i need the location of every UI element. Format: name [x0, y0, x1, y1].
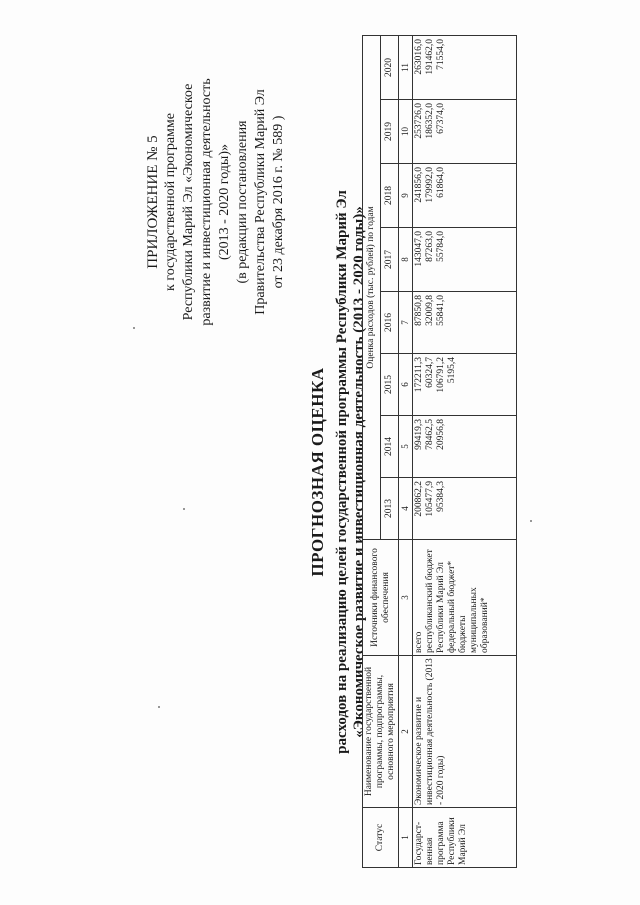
- year-values: [413, 416, 517, 478]
- header-year: 2020: [381, 35, 399, 99]
- year-values: [413, 164, 517, 228]
- column-number: 9: [399, 164, 413, 228]
- source-label: всего: [414, 631, 424, 653]
- estimate-table: [362, 35, 517, 868]
- header-year: 2013: [381, 478, 399, 540]
- scan-speck: [183, 508, 185, 510]
- value-total: 99419,3: [414, 419, 424, 450]
- appendix-line: Правительства Республики Марий Эл: [253, 89, 268, 315]
- appendix-line: от 23 декабря 2016 г. № 589 ): [271, 115, 286, 289]
- column-number: 3: [399, 540, 413, 656]
- source-label: республиканский бюджет Республики Марий Эл: [425, 549, 446, 653]
- year-values: [413, 478, 517, 540]
- value-municipal: 5195,4: [447, 357, 457, 384]
- appendix-line: к государственной программе: [163, 113, 178, 291]
- appendix-line: (2013 - 2020 годы)»: [217, 144, 232, 261]
- header-year: 2014: [381, 416, 399, 478]
- value-federal: 20956,8: [436, 419, 446, 450]
- header-status: Статус: [363, 808, 399, 868]
- value-republic: 32009,8: [425, 295, 435, 326]
- value-republic: 179992,0: [425, 167, 435, 203]
- value-total: 253726,0: [414, 103, 424, 139]
- document-heading: [308, 132, 368, 812]
- value-federal: 67374,0: [436, 103, 446, 134]
- value-total: 263016,0: [414, 38, 424, 75]
- year-values: [413, 228, 517, 292]
- year-values: [413, 292, 517, 354]
- document-subtitle: расходов на реализацию целей государственной программы Республики Марий Эл: [334, 190, 350, 754]
- value-republic: 87263,0: [425, 231, 435, 262]
- header-year: 2018: [381, 164, 399, 228]
- value-republic: 60324,7: [425, 357, 435, 388]
- appendix-line: развитие и инвестиционная деятельность: [199, 78, 214, 326]
- document-title: ПРОГНОЗНАЯ ОЦЕНКА: [308, 367, 327, 577]
- header-year: 2017: [381, 228, 399, 292]
- program-name: «Экономическое развитие и инвестиционная деятельность (2013 - 2020 годы)»: [351, 206, 367, 738]
- value-total: 172211,3: [414, 357, 424, 393]
- value-total: 241856,0: [414, 167, 424, 203]
- value-federal: 71554,0: [436, 38, 446, 70]
- appendix-title: ПРИЛОЖЕНИЕ № 5: [145, 135, 161, 269]
- value-federal: 55841,0: [436, 295, 446, 326]
- appendix-line: Республики Марий Эл «Экономическое: [181, 83, 196, 321]
- source-label: федеральный бюджет*: [447, 560, 457, 653]
- scan-speck: [158, 706, 160, 708]
- header-year: 2015: [381, 354, 399, 416]
- header-year: 2019: [381, 100, 399, 164]
- funding-sources: [413, 540, 517, 656]
- header-year: 2016: [381, 292, 399, 354]
- value-republic: 191462,0: [425, 38, 435, 75]
- column-number-row: [399, 35, 413, 867]
- appendix-line: (в редакции постановления: [235, 120, 250, 284]
- column-number: 11: [399, 35, 413, 99]
- year-values: [413, 354, 517, 416]
- program-status: Государст- венная программа Республики Марий Эл: [413, 808, 517, 868]
- value-republic: 186352,0: [425, 103, 435, 139]
- value-federal: 106791,2: [436, 357, 446, 393]
- year-values: [413, 35, 517, 99]
- header-estimate: Оценка расходов (тыс. рублей) по годам: [363, 35, 381, 539]
- value-total: 200862,2: [414, 481, 424, 517]
- value-federal: 95384,3: [436, 481, 446, 512]
- header-source: Источники финансового обеспечения: [363, 540, 399, 656]
- rotated-document: [140, 32, 640, 872]
- column-number: 7: [399, 292, 413, 354]
- value-total: 87850,8: [414, 295, 424, 326]
- source-label: бюджеты муниципальных образований*: [458, 587, 490, 653]
- column-number: 2: [399, 656, 413, 808]
- column-number: 4: [399, 478, 413, 540]
- column-number: 5: [399, 416, 413, 478]
- program-row: [413, 35, 517, 867]
- value-republic: 78462,5: [425, 419, 435, 450]
- value-federal: 61864,0: [436, 167, 446, 198]
- value-total: 143047,0: [414, 231, 424, 267]
- column-number: 10: [399, 100, 413, 164]
- value-federal: 55784,0: [436, 231, 446, 262]
- appendix-block: [144, 52, 288, 352]
- scan-speck: [133, 327, 135, 329]
- year-values: [413, 100, 517, 164]
- column-number: 1: [399, 808, 413, 868]
- scan-speck: [530, 520, 532, 522]
- program-title: Экономическое развитие и инвестиционная деятельность (2013 - 2020 годы): [413, 656, 517, 808]
- header-row: [363, 35, 381, 867]
- column-number: 8: [399, 228, 413, 292]
- column-number: 6: [399, 354, 413, 416]
- value-republic: 105477,9: [425, 481, 435, 517]
- header-name: Наименование государственной программы, подпрограммы, основного мероприятия: [363, 656, 399, 808]
